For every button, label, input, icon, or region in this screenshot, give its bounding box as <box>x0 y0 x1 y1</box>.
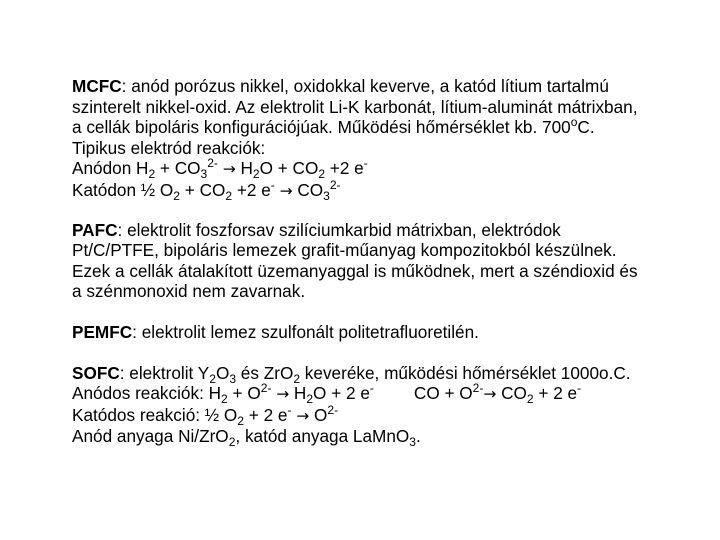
pafc-section <box>72 220 712 302</box>
right-arrow-icon: → <box>483 385 497 404</box>
right-arrow-icon: → <box>279 181 293 200</box>
spacer <box>72 343 712 363</box>
sofc-line-1: SOFC: elektrolit $Y_2O_3$ és ZrO$_2$ keveréke, működési hőmérséklet 1000o.C. <box>72 362 631 386</box>
pafc-line-1: PAFC: elektrolit foszforsav szilíciumkarbid mátrixban, elektródok <box>72 219 561 240</box>
sofc-cathode-reaction: Katódos reakció: ½ $O_2 + 2$ $e^- \to O^{2-}$ <box>72 402 339 428</box>
pafc-line-2: Pt/C/PTFE, bipoláris lemezek grafit-műanyag kompozitokból készülnek. <box>72 240 617 261</box>
mcfc-line-1: MCFC: anód porózus nikkel, oxidokkal keverve, a katód lítium tartalmú <box>72 76 609 96</box>
mcfc-line-4: Tipikus elektród reakciók: <box>72 137 266 158</box>
sofc-materials: Anód anyaga Ni/ZrO$_2$, katód anyaga LaMnO$_3$. <box>72 426 421 450</box>
pemfc-line: PEMFC: elektrolit lemez szulfonált politetrafluoretilén. <box>72 321 479 342</box>
mcfc-section <box>72 76 712 202</box>
pafc-term: PAFC <box>72 219 118 240</box>
right-arrow-icon: → <box>222 160 236 179</box>
pemfc-term: PEMFC <box>72 321 133 342</box>
mcfc-line-3: a cellák bipoláris konfigurációjúak. Működési hőmérséklet kb. 700$^o$C. <box>72 114 595 138</box>
sofc-anode-reactions: Anódos reakciók: $H_2 + O^{2-} \to H_2O + 2$ e- CO + $O^{2-}\to CO_2 + 2$ e- <box>72 380 582 407</box>
mcfc-anode-reaction: Anódon $H_2 + CO_3^{2-} \to H_2O + CO_2 +2$ e- <box>72 156 368 182</box>
slide-content <box>72 76 712 450</box>
pafc-line-4: a szénmonoxid nem zavarnak. <box>72 281 306 302</box>
spacer <box>72 202 712 220</box>
mcfc-line-2: szinterelt nikkel-oxid. Az elektrolit Li-K karbonát, lítium-aluminát mátrixban, <box>72 96 638 117</box>
mcfc-term: MCFC <box>72 76 122 96</box>
right-arrow-icon: → <box>276 385 290 404</box>
pemfc-section <box>72 322 712 343</box>
mcfc-cathode-reaction: Katódon ½ $O_2 + CO_2 +2$ $e^- \to CO_3^{2-}$ <box>72 177 341 204</box>
pafc-line-3: Ezek a cellák átalakított üzemanyaggal is működnek, mert a széndioxid és <box>72 260 638 281</box>
spacer <box>72 302 712 322</box>
sofc-term: SOFC <box>72 362 120 383</box>
right-arrow-icon: → <box>296 406 310 425</box>
sofc-section <box>72 362 712 450</box>
